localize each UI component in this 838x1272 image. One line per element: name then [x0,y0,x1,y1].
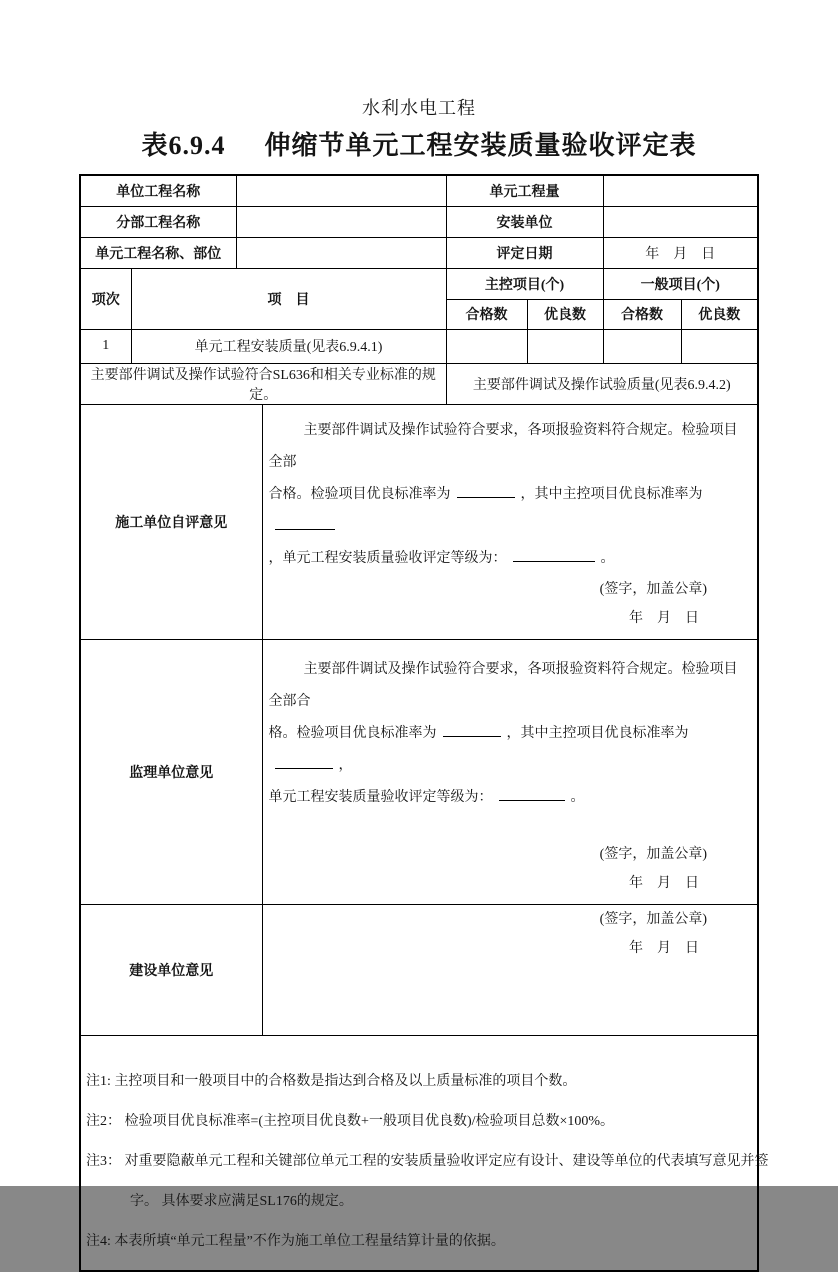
construction-date-line[interactable]: 年 月 日 [629,610,699,626]
supervision-review-line2: 格。检验项目优良标准率为 ，其中主控项目优良标准率为， [269,718,752,782]
general-items-header: 一般项目(个) [603,268,758,299]
supervision-review-line1: 主要部件调试及操作试验符合要求，各项报验资料符合规定。检验项目全部合 [268,661,738,709]
install-unit-value[interactable] [603,206,758,237]
supervision-review-line3: 单元工程安装质量验收评定等级为： 。 [269,782,752,814]
table-row [80,206,758,237]
note-3: 注3： 对重要隐蔽单元工程和关键部位单元工程的安装质量验收评定应有设计、建设等单位的代表填写意见并签 [86,1153,769,1169]
supervision-review-row [80,639,758,904]
note-2: 注2： 检验项目优良标准率=(主控项目优良数+一般项目优良数)/检验项目总数×100%。 [86,1113,615,1129]
general-qualified-count-header: 合格数 [603,299,681,329]
grade-blank[interactable] [513,548,595,562]
page-title [0,125,838,162]
item-1-main-excellent-count[interactable] [527,329,603,363]
general-excellent-count-header: 优良数 [681,299,758,329]
eval-date-label: 评定日期 [446,237,603,268]
main-control-rate-blank[interactable] [275,755,333,769]
supervision-date-line[interactable]: 年 月 日 [629,875,699,891]
eval-date-value[interactable]: 年 月 日 [603,237,758,268]
table-header-row [80,268,758,299]
construction-review-label: 施工单位自评意见 [80,404,262,639]
note-4: 注4: 本表所填“单元工程量”不作为施工单位工程量结算计量的依据。 [86,1233,505,1249]
construction-review-line1: 主要部件调试及操作试验符合要求，各项报验资料符合规定。检验项目全部 [268,422,738,470]
index-column-header: 项次 [80,268,131,329]
excellent-rate-blank[interactable] [443,723,501,737]
item-1-index: 1 [80,329,131,363]
main-control-rate-blank[interactable] [275,516,335,530]
excellent-rate-blank[interactable] [457,484,515,498]
grade-blank[interactable] [499,787,565,801]
table-number: 表6.9.4 [141,131,226,160]
notes-row [80,1035,758,1271]
note-1: 注1: 主控项目和一般项目中的合格数是指达到合格及以上质量标准的项目个数。 [86,1073,577,1089]
main-control-items-header: 主控项目(个) [446,268,603,299]
table-row [80,329,758,363]
table-row [80,237,758,268]
owner-date-line[interactable]: 年 月 日 [629,940,699,956]
item-1-name: 单元工程安装质量(见表6.9.4.1) [131,329,446,363]
unit-project-name-value[interactable] [236,175,446,206]
note-3-continued: 字。 具体要求应满足SL176的规定。 [130,1193,353,1209]
owner-review-content[interactable] [262,904,758,1035]
commissioning-requirement-text: 主要部件调试及操作试验符合SL636和相关专业标准的规定。 [80,363,446,404]
item-1-general-excellent-count[interactable] [681,329,758,363]
division-project-name-label: 分部工程名称 [80,206,236,237]
commissioning-quality-text: 主要部件调试及操作试验质量(见表6.9.4.2) [446,363,758,404]
document-header-title: 水利水电工程 [362,98,476,118]
acceptance-form-table [79,174,769,1272]
notes-section [80,1035,769,1271]
owner-review-row [80,904,758,1035]
construction-review-line2: 合格。检验项目优良标准率为 ，其中主控项目优良标准率为 [269,479,752,543]
division-project-name-value[interactable] [236,206,446,237]
supervision-review-content [262,639,758,904]
construction-signature-note: (签字，加盖公章) [599,581,707,597]
unit-name-part-value[interactable] [236,237,446,268]
item-1-main-qualified-count[interactable] [446,329,527,363]
main-excellent-count-header: 优良数 [527,299,603,329]
supervision-review-label: 监理单位意见 [80,639,262,904]
unit-project-name-label: 单位工程名称 [80,175,236,206]
table-title: 伸缩节单元工程安装质量验收评定表 [264,131,697,160]
construction-review-row [80,404,758,639]
table-row [80,175,758,206]
supervision-signature-note: (签字，加盖公章) [599,846,707,862]
unit-name-part-label: 单元工程名称、部位 [80,237,236,268]
owner-review-label: 建设单位意见 [80,904,262,1035]
unit-quantity-value[interactable] [603,175,758,206]
owner-signature-note: (签字，加盖公章) [599,911,707,927]
construction-review-line3: ，单元工程安装质量验收评定等级为： 。 [269,543,752,575]
item-column-header: 项 目 [131,268,446,329]
item-1-general-qualified-count[interactable] [603,329,681,363]
table-row [80,363,758,404]
install-unit-label: 安装单位 [446,206,603,237]
main-qualified-count-header: 合格数 [446,299,527,329]
construction-review-content [262,404,758,639]
unit-quantity-label: 单元工程量 [446,175,603,206]
